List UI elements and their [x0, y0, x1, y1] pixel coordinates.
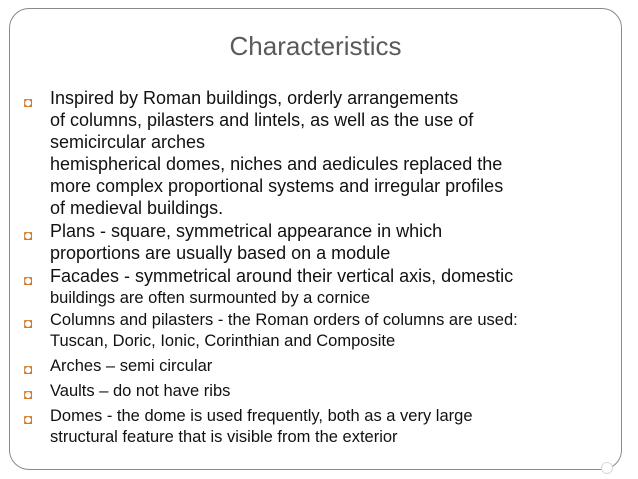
- bullet-text: Tuscan, Doric, Ionic, Corinthian and Composite: [50, 332, 396, 350]
- slide-corner-mark: [601, 462, 613, 474]
- bullet-icon: ◘: [24, 361, 33, 377]
- bullet-item: [24, 87, 614, 219]
- bullet-text: Domes - the dome is used frequently, both as a very large: [50, 407, 473, 425]
- bullet-item: [24, 265, 614, 309]
- bullet-item: [24, 406, 614, 448]
- bullet-text: Arches – semi circular: [50, 357, 213, 375]
- bullet-text: hemispherical domes, niches and aedicules replaced the: [50, 154, 503, 174]
- bullet-item: [24, 356, 614, 377]
- bullet-text: Columns and pilasters - the Roman orders of columns are used:: [50, 311, 518, 329]
- bullet-item: [24, 310, 614, 352]
- bullet-text: of columns, pilasters and lintels, as well as the use of: [50, 110, 474, 130]
- bullet-item: [24, 220, 614, 264]
- bullet-text: more complex proportional systems and irregular profiles: [50, 176, 504, 196]
- bullet-text: of medieval buildings.: [50, 198, 224, 218]
- bullet-text: structural feature that is visible from the exterior: [50, 428, 398, 446]
- bullet-icon: ◘: [24, 272, 33, 288]
- bullet-text: Facades - symmetrical around their vertical axis, domestic: [50, 266, 514, 286]
- bullet-icon: ◘: [24, 315, 33, 331]
- bullet-text: semicircular arches: [50, 132, 206, 152]
- bullet-icon: ◘: [24, 94, 33, 110]
- bullet-text: buildings are often surmounted by a cornice: [50, 289, 371, 307]
- bullet-icon: ◘: [24, 227, 33, 243]
- bullet-item: [24, 381, 614, 402]
- bullet-icon: ◘: [24, 411, 33, 427]
- slide-frame: [9, 8, 622, 470]
- slide-title: Characteristics: [229, 31, 402, 61]
- bullet-text: Inspired by Roman buildings, orderly arrangements: [50, 88, 459, 108]
- bullet-text: Plans - square, symmetrical appearance in which: [50, 221, 443, 241]
- bullet-list: [24, 87, 614, 452]
- bullet-icon: ◘: [24, 386, 33, 402]
- bullet-text: proportions are usually based on a module: [50, 243, 391, 263]
- bullet-text: Vaults – do not have ribs: [50, 382, 231, 400]
